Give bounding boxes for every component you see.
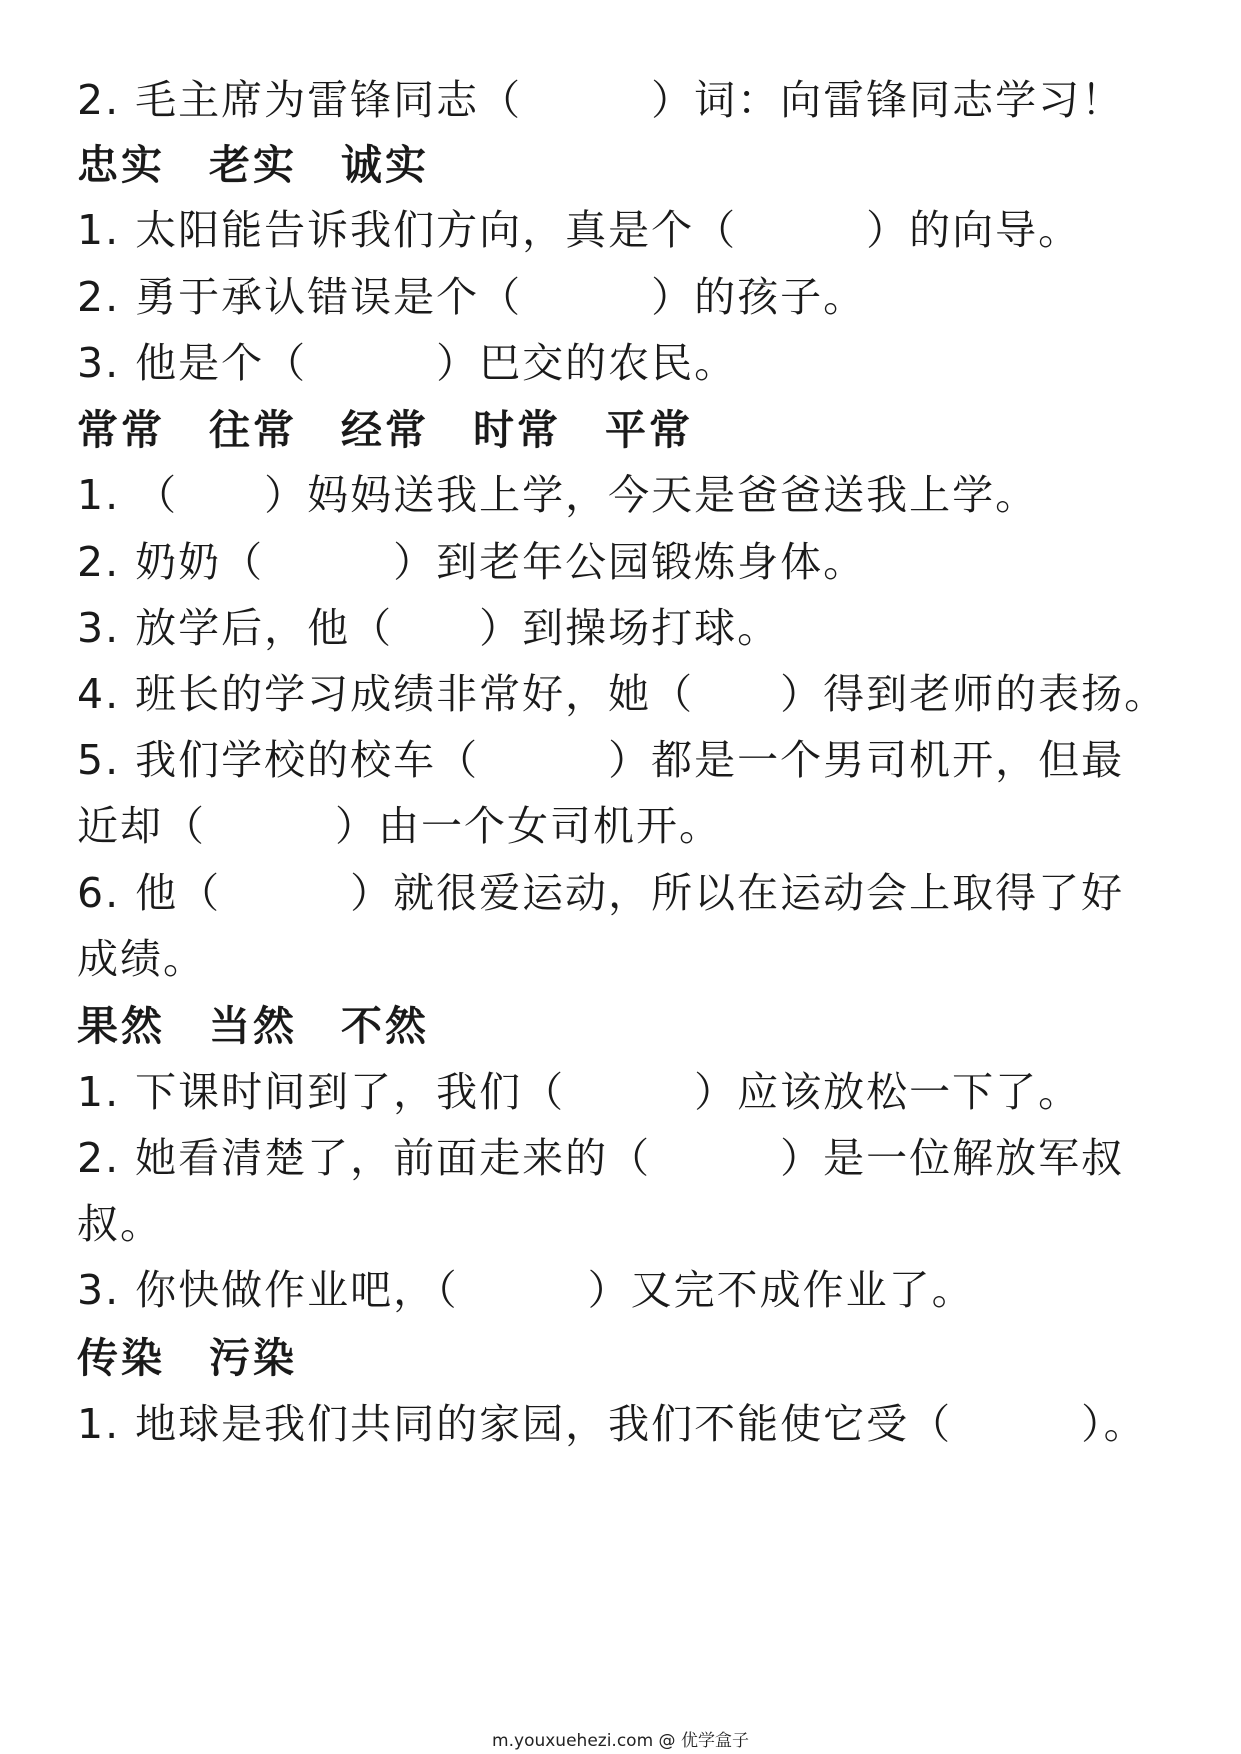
word-group-heading: 果然 当然 不然 (77, 1002, 429, 1050)
exercise-line-continuation: 成绩。 (77, 935, 206, 983)
exercise-line: 1. （ ）妈妈送我上学，今天是爸爸送我上学。 (77, 471, 1039, 519)
exercise-line: 4. 班长的学习成绩非常好，她（ ）得到老师的表扬。 (77, 670, 1168, 718)
exercise-line: 2. 毛主席为雷锋同志（ ）词：向雷锋同志学习！ (77, 76, 1125, 124)
exercise-line: 3. 放学后，他（ ）到操场打球。 (77, 604, 781, 652)
exercise-line-continuation: 叔。 (77, 1200, 163, 1248)
exercise-line: 6. 他（ ）就很爱运动，所以在运动会上取得了好 (77, 869, 1125, 917)
word-group-heading: 常常 往常 经常 时常 平常 (77, 406, 693, 454)
exercise-line: 2. 奶奶（ ）到老年公园锻炼身体。 (77, 538, 867, 586)
exercise-line: 1. 地球是我们共同的家园，我们不能使它受（ ）。 (77, 1400, 1147, 1448)
exercise-line-continuation: 近却（ ）由一个女司机开。 (77, 802, 722, 850)
word-group-heading: 忠实 老实 诚实 (77, 141, 429, 189)
exercise-line: 3. 他是个（ ）巴交的农民。 (77, 339, 738, 387)
exercise-line: 1. 下课时间到了，我们（ ）应该放松一下了。 (77, 1068, 1082, 1116)
footer-watermark: m.youxuehezi.com @ 优学盒子 (492, 1731, 749, 1751)
exercise-line: 5. 我们学校的校车（ ）都是一个男司机开，但最 (77, 736, 1125, 784)
word-group-heading: 传染 污染 (77, 1334, 297, 1382)
exercise-line: 1. 太阳能告诉我们方向，真是个（ ）的向导。 (77, 206, 1082, 254)
exercise-line: 3. 你快做作业吧，（ ）又完不成作业了。 (77, 1266, 975, 1314)
exercise-line: 2. 勇于承认错误是个（ ）的孩子。 (77, 273, 867, 321)
exercise-line: 2. 她看清楚了，前面走来的（ ）是一位解放军叔 (77, 1134, 1125, 1182)
